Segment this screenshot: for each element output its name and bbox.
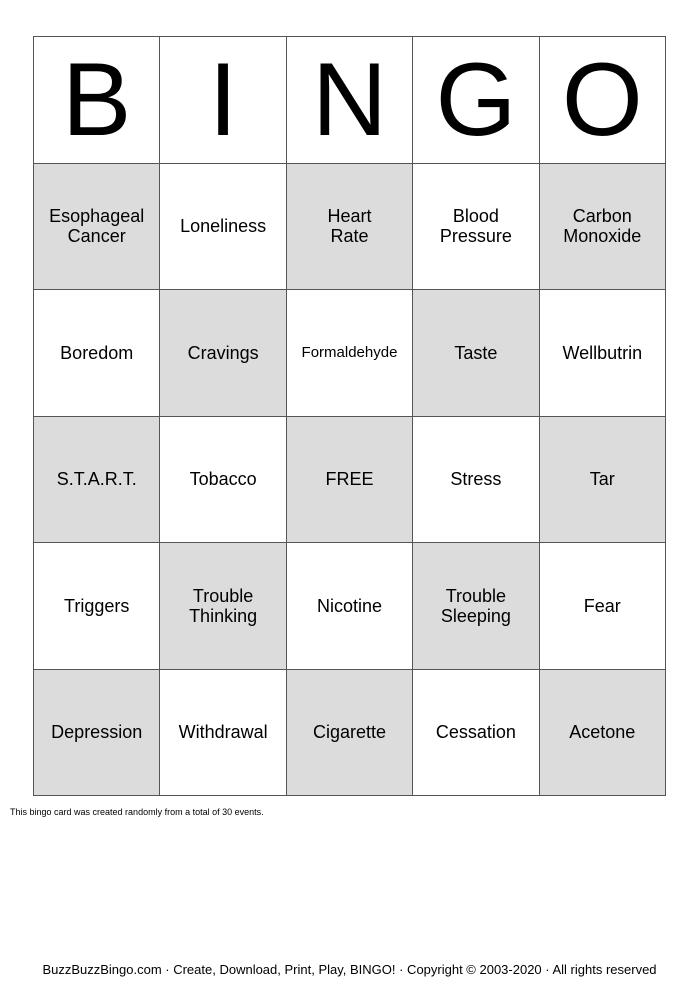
bingo-cell: Triggers: [34, 543, 160, 670]
bingo-cell: Nicotine: [287, 543, 413, 670]
header-letter-i: I: [160, 37, 286, 164]
bingo-cell: Formaldehyde: [287, 290, 413, 417]
bingo-cell: Cigarette: [287, 670, 413, 797]
header-letter-n: N: [287, 37, 413, 164]
bingo-cell: Fear: [540, 543, 666, 670]
bingo-cell: Heart Rate: [287, 164, 413, 291]
bingo-cell: Trouble Thinking: [160, 543, 286, 670]
bingo-cell: Cravings: [160, 290, 286, 417]
free-space-cell: FREE: [287, 417, 413, 544]
bingo-cell: Tar: [540, 417, 666, 544]
bingo-cell: Depression: [34, 670, 160, 797]
bingo-cell: Stress: [413, 417, 539, 544]
header-letter-b: B: [34, 37, 160, 164]
header-letter-o: O: [540, 37, 666, 164]
bingo-cell: Taste: [413, 290, 539, 417]
bingo-cell: Acetone: [540, 670, 666, 797]
bingo-cell: Tobacco: [160, 417, 286, 544]
bingo-cell: Cessation: [413, 670, 539, 797]
bingo-cell: S.T.A.R.T.: [34, 417, 160, 544]
bingo-cell: Carbon Monoxide: [540, 164, 666, 291]
bingo-cell: Loneliness: [160, 164, 286, 291]
bingo-cell: Blood Pressure: [413, 164, 539, 291]
bingo-card: [33, 36, 666, 796]
header-letter-g: G: [413, 37, 539, 164]
card-note: This bingo card was created randomly from a total of 30 events.: [10, 807, 264, 817]
bingo-cell: Withdrawal: [160, 670, 286, 797]
footer-copyright: BuzzBuzzBingo.com · Create, Download, Print, Play, BINGO! · Copyright © 2003-2020 · All rights reserved: [42, 962, 657, 977]
bingo-cell: Wellbutrin: [540, 290, 666, 417]
bingo-cell: Trouble Sleeping: [413, 543, 539, 670]
bingo-cell: Boredom: [34, 290, 160, 417]
bingo-cell: Esophageal Cancer: [34, 164, 160, 291]
